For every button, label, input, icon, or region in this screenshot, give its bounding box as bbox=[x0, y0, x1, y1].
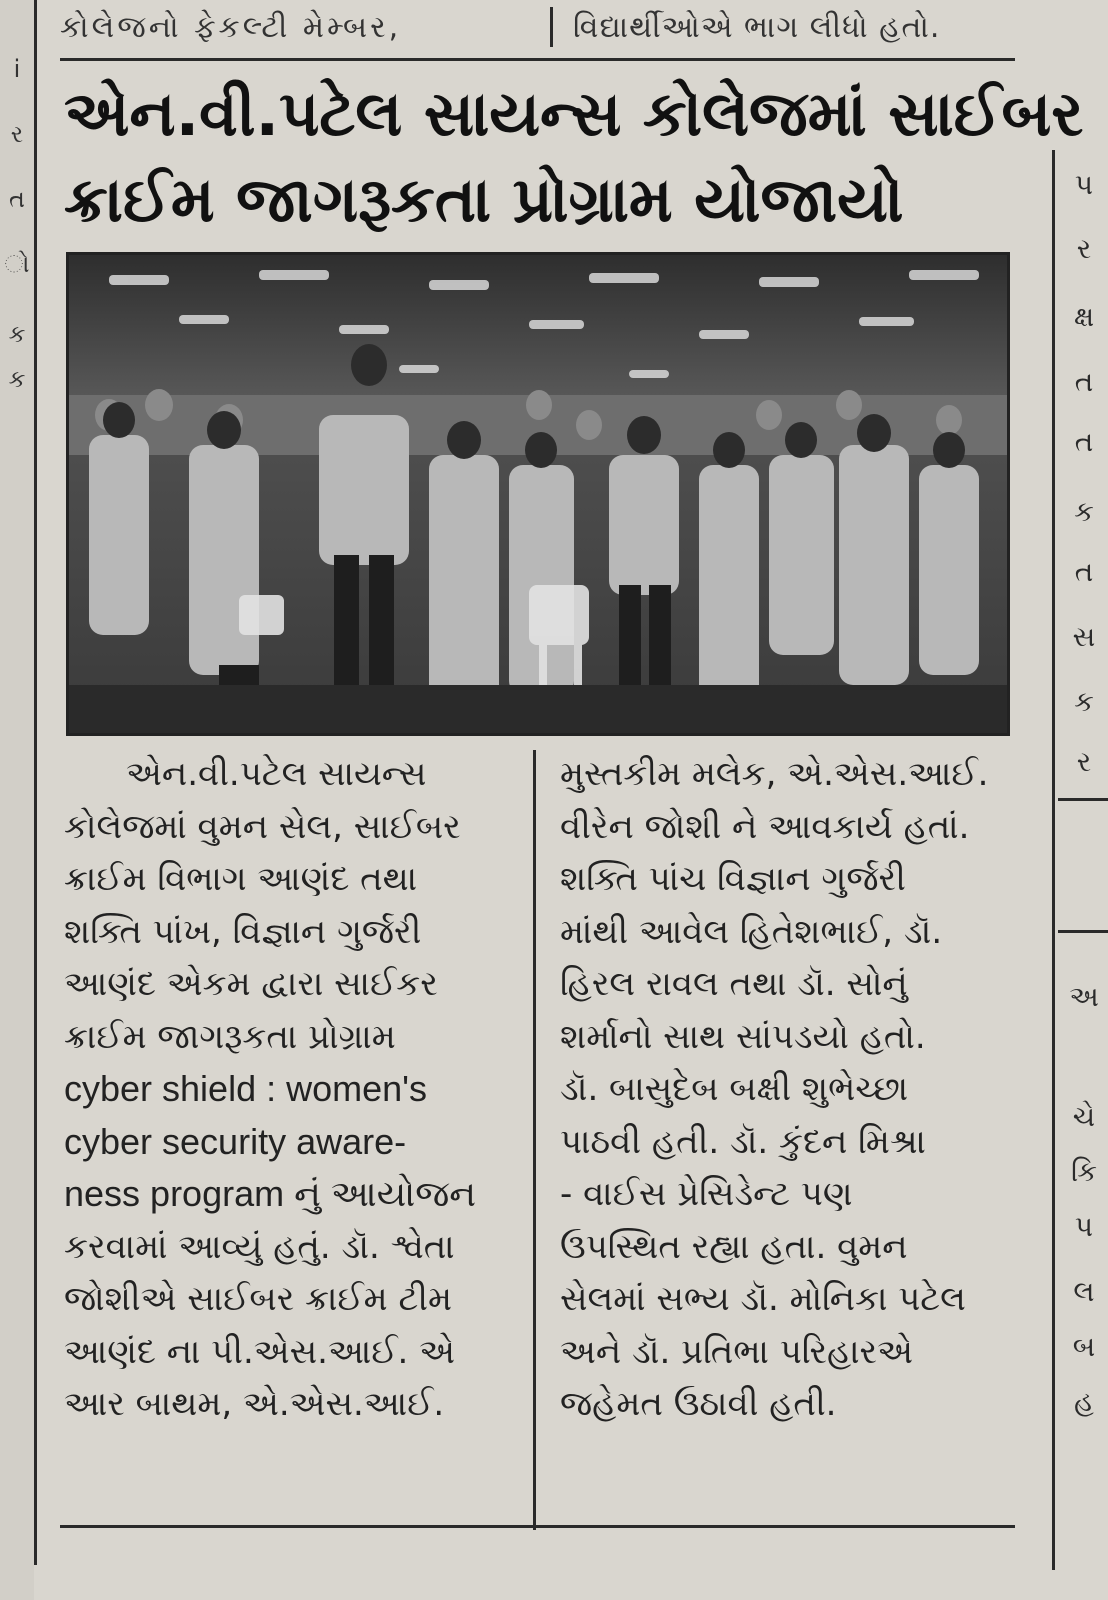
right-margin-fragment: ત bbox=[1074, 555, 1094, 588]
left-margin-fragment: ક bbox=[8, 365, 26, 393]
article-line: હિરલ રાવલ તથા ડૉ. સોનું bbox=[560, 964, 908, 1004]
left-margin-fragment: ત bbox=[9, 185, 25, 213]
top-divider-rule bbox=[60, 58, 1015, 61]
right-column-rule bbox=[1052, 150, 1055, 1570]
bottom-divider-rule bbox=[60, 1525, 1015, 1528]
article-line: કરવામાં આવ્યું હતું. ડૉ. શ્વેતા bbox=[64, 1226, 455, 1267]
left-margin-fragment: i bbox=[13, 55, 21, 83]
right-margin-fragment: ક bbox=[1074, 685, 1094, 718]
article-line: કોલેજમાં વુમન સેલ, સાઈબર bbox=[64, 806, 461, 847]
article-line: ઉપસ્થિત રહ્યા હતા. વુમન bbox=[560, 1226, 908, 1267]
article-line: ક્રાઈમ જાગરૂકતા પ્રોગ્રામ bbox=[64, 1016, 396, 1057]
article-line: સેલમાં સભ્ય ડૉ. મોનિકા પટેલ bbox=[560, 1279, 966, 1319]
right-margin-fragment: અ bbox=[1069, 980, 1099, 1013]
article-line: શક્તિ પાંખ, વિજ્ઞાન ગુર્જરી bbox=[64, 911, 422, 952]
right-margin-fragment: ર bbox=[1076, 232, 1092, 265]
article-line: ness program નું આયોજન bbox=[64, 1173, 477, 1214]
left-column-rule bbox=[34, 0, 37, 1565]
right-margin-fragment: કિ bbox=[1070, 1155, 1098, 1188]
article-line: શર્માનો સાથ સાંપડયો હતો. bbox=[560, 1016, 926, 1057]
right-margin-fragment: ક bbox=[1074, 495, 1094, 528]
right-margin-fragment: પ bbox=[1074, 1210, 1094, 1243]
audience-photo-illustration bbox=[69, 255, 1007, 733]
right-margin-fragment: ચે bbox=[1072, 1100, 1096, 1133]
article-line: - વાઈસ પ્રેસિડેન્ટ પણ bbox=[560, 1174, 853, 1214]
article-column-2 bbox=[560, 748, 1010, 1431]
article-line: શક્તિ પાંચ વિજ્ઞાન ગુર્જરી bbox=[560, 859, 906, 899]
article-line: cyber shield : women's bbox=[64, 1068, 428, 1109]
right-margin-fragment: લ bbox=[1073, 1275, 1095, 1308]
right-margin-fragment: ક્ષ bbox=[1073, 300, 1095, 333]
previous-article-text-left: કોલેજનો ફેકલ્ટી મેમ્બર, bbox=[60, 9, 402, 45]
previous-article-strip bbox=[60, 0, 1020, 54]
right-margin-fragment: પ bbox=[1074, 168, 1094, 201]
strip-separator bbox=[550, 7, 553, 47]
article-line: માંથી આવેલ હિતેશભાઈ, ડૉ. bbox=[560, 911, 943, 952]
headline-line-2: ક્રાઈમ જાગરૂકતા પ્રોગ્રામ યોજાયો bbox=[64, 163, 904, 236]
headline-line-1: એન.વી.પટેલ સાયન્સ કોલેજમાં સાઈબર bbox=[64, 77, 1084, 150]
previous-article-text-right: વિદ્યાર્થીઓએ ભાગ લીધો હતો. bbox=[573, 9, 941, 45]
article-line: જહેમત ઉઠાવી હતી. bbox=[560, 1384, 837, 1424]
article-line: જોશીએ સાઈબર ક્રાઈમ ટીમ bbox=[64, 1279, 452, 1319]
article-line: ક્રાઈમ વિભાગ આણંદ તથા bbox=[64, 859, 418, 899]
article-line: એન.વી.પટેલ સાયન્સ bbox=[126, 754, 427, 794]
left-page-margin bbox=[0, 0, 34, 1600]
right-margin-fragment: ત bbox=[1074, 365, 1094, 398]
article-line: મુસ્તકીમ મલેક, એ.એસ.આઈ. bbox=[560, 754, 989, 794]
article-line: ડૉ. બાસુદેબ બક્ષી શુભેચ્છા bbox=[560, 1069, 909, 1109]
right-margin-fragment: સ bbox=[1072, 620, 1096, 653]
article-line: આણંદ ના પી.એસ.આઈ. એ bbox=[64, 1331, 455, 1372]
left-margin-fragment: ક bbox=[8, 320, 26, 348]
left-margin-fragment: ર bbox=[10, 120, 24, 148]
right-fragment-rule bbox=[1058, 930, 1108, 933]
left-margin-fragment: ો bbox=[4, 250, 30, 278]
article-line: પાઠવી હતી. ડૉ. કુંદન મિશ્રા bbox=[560, 1121, 926, 1162]
article-headline bbox=[64, 74, 1084, 246]
article-line: અને ડૉ. પ્રતિભા પરિહારએ bbox=[560, 1331, 913, 1372]
article-line: આણંદ એકમ દ્વારા સાઈકર bbox=[64, 964, 438, 1004]
right-margin-fragment: બ bbox=[1072, 1330, 1096, 1363]
article-line: cyber security aware- bbox=[64, 1120, 407, 1162]
event-photo bbox=[66, 252, 1010, 736]
right-margin-fragment: ત bbox=[1074, 425, 1094, 458]
right-margin-fragment: ર bbox=[1076, 745, 1092, 778]
right-fragment-rule bbox=[1058, 798, 1108, 801]
article-column-1 bbox=[64, 748, 514, 1431]
article-line: વીરેન જોશી ને આવકાર્ય હતાં. bbox=[560, 806, 970, 847]
column-divider bbox=[533, 750, 536, 1530]
article-line: આર બાથમ, એ.એસ.આઈ. bbox=[64, 1384, 445, 1424]
right-margin-fragment: હ bbox=[1074, 1385, 1094, 1418]
